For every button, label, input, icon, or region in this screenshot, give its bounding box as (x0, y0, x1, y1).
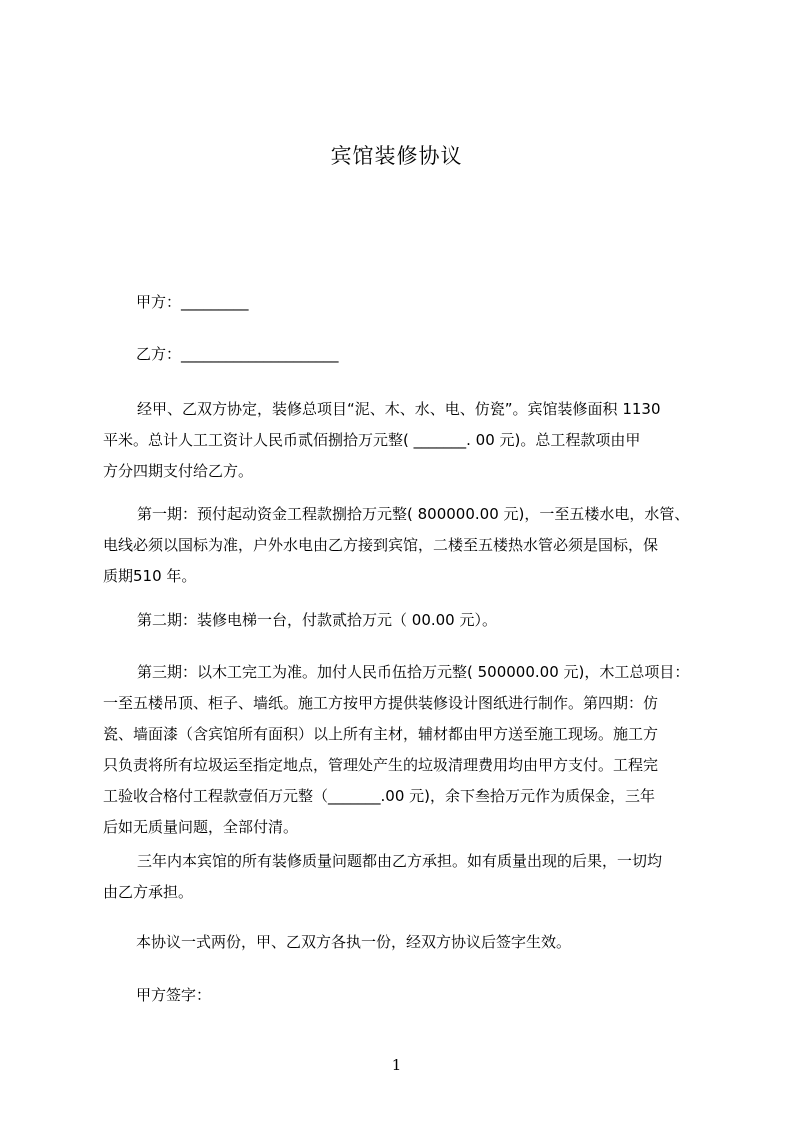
paragraph-line: 质期510 年。 (103, 567, 197, 585)
signature-party-a: 甲方签字： (136, 986, 212, 1004)
page-number: 1 (391, 1056, 402, 1074)
paragraph-line: 工验收合格付工程款壹佰万元整（_______.00 元)，余下叁拾万元作为质保金，三年 (103, 787, 655, 805)
party-b-line: 乙方：_____________________ (136, 345, 339, 363)
paragraph-line: 后如无质量问题，全部付清。 (103, 818, 299, 836)
paragraph-total-project (103, 394, 715, 487)
paragraph-line: 第一期：预付起动资金工程款捌拾万元整( 800000.00 元)，一至五楼水电，水管、 (137, 505, 690, 523)
paragraph-quality-guarantee (103, 846, 715, 908)
paragraph-line: 三年内本宾馆的所有装修质量问题都由乙方承担。如有质量出现的后果，一切均 (137, 852, 663, 870)
paragraph-line: 方分四期支付给乙方。 (103, 462, 254, 480)
paragraph-line: 经甲、乙双方协定，装修总项目“泥、木、水、电、仿瓷”。宾馆装修面积 1130 (137, 400, 661, 418)
paragraph-line: 只负责将所有垃圾运至指定地点，管理处产生的垃圾清理费用均由甲方支付。工程完 (103, 756, 659, 774)
paragraph-line: 一至五楼吊顶、柜子、墙纸。施工方按甲方提供装修设计图纸进行制作。第四期：仿 (103, 694, 659, 712)
paragraph-phase-one (103, 499, 715, 592)
party-a-line: 甲方：_________ (136, 293, 249, 311)
paragraph-line: 电线必须以国标为准，户外水电由乙方接到宾馆，二楼至五楼热水管必须是国标，保 (103, 536, 659, 554)
paragraph-line: 平米。总计人工工资计人民币贰佰捌拾万元整( _______. 00 元)。总工程款项由甲 (103, 431, 641, 449)
paragraph-phase-two (103, 605, 715, 636)
paragraph-line: 第二期：装修电梯一台，付款贰拾万元（ 00.00 元）。 (137, 611, 497, 629)
paragraph-line: 由乙方承担。 (103, 883, 194, 901)
paragraph-phase-three-four (103, 657, 715, 843)
paragraph-agreement-copies: 本协议一式两份，甲、乙双方各执一份，经双方协议后签字生效。 (136, 933, 572, 951)
paragraph-line: 瓷、墙面漆（含宾馆所有面积）以上所有主材，辅材都由甲方送至施工现场。施工方 (103, 725, 659, 743)
paragraph-line: 第三期：以木工完工为准。加付人民币伍拾万元整( 500000.00 元)，木工总项目： (137, 663, 690, 681)
document-title: 宾馆装修协议 (330, 144, 463, 168)
